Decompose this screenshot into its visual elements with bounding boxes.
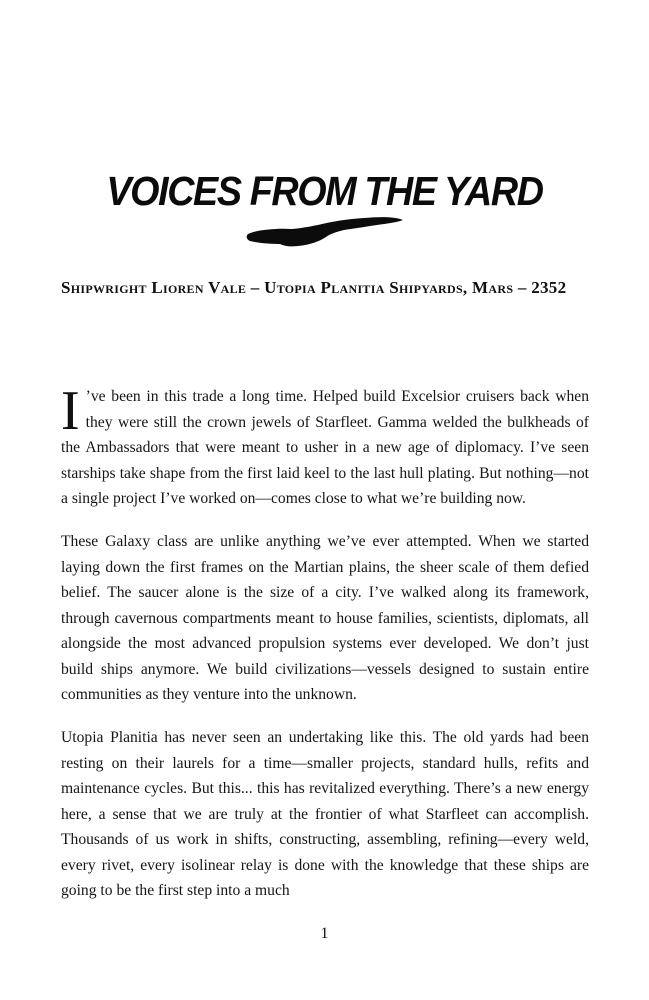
paragraph-text: These Galaxy class are unlike anything we’ve ever attempted. When we started laying down the first frames on the Martian plains, the sheer scale of them defied belief. The saucer alone is the size of a city. I’ve walked along its framework, through cavernous compartments meant to house families, scientists, diplomats, all alongside the most advanced propulsion systems ever developed. We don’t just build ships anymore. We build civilizations—vessels designed to sustain entire communities as they venture into the unknown. <box>61 533 589 703</box>
page-number: 1 <box>320 925 329 942</box>
drop-cap: I <box>61 380 80 442</box>
paragraph <box>61 380 589 512</box>
article-subtitle: Shipwright Lioren Vale – Utopia Planitia Shipyards, Mars – 2352 <box>61 278 567 298</box>
starship-silhouette-icon <box>246 214 404 248</box>
page-title: VOICES FROM THE YARD <box>106 168 543 215</box>
paragraph-text: ’ve been in this trade a long time. Helped build Excelsior cruisers back when they were still the crown jewels of Starfleet. Gamma welded the bulkheads of the Ambassadors that were meant to usher in a new age of diplomacy. I’ve seen starships take shape from the first laid keel to the last hull plating. But nothing—not a single project I’ve worked on—comes close to what we’re building now. <box>61 388 589 507</box>
paragraph <box>61 725 589 904</box>
paragraph-text: Utopia Planitia has never seen an undertaking like this. The old yards had been resting on their laurels for a time—smaller projects, standard hulls, refits and maintenance cycles. But this... this has revitalized everything. There’s a new energy here, a sense that we are truly at the frontier of what Starfleet can accomplish. Thousands of us work in shifts, constructing, assembling, refining—every weld, every rivet, every isolinear relay is done with the knowledge that these ships are going to be the first step into a much <box>61 729 589 899</box>
paragraph <box>61 529 589 708</box>
article-body <box>61 380 589 921</box>
